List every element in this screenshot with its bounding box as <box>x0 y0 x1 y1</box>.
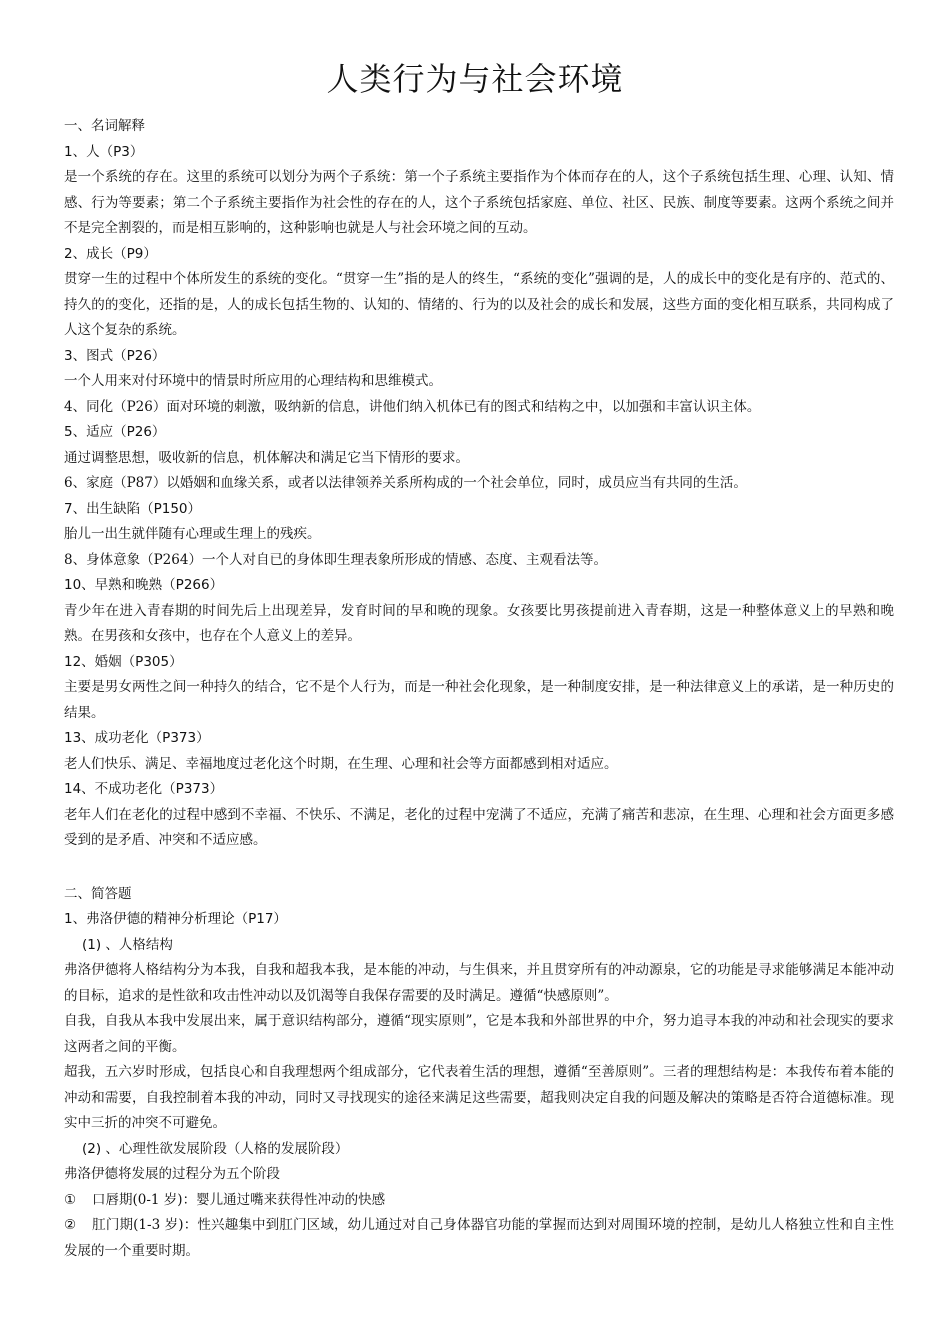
term-heading: 3、图式（P26） <box>64 347 166 364</box>
paragraph: 弗洛伊德将发展的过程分为五个阶段 <box>64 1166 280 1182</box>
term-definition: 是一个系统的存在。这里的系统可以划分为两个子系统：第一个子系统主要指作为个体而存在的人，这个子系统包括生理、心理、认知、情感、行为等要素；第二个子系统主要指作为社会性的存在的人，这个子系统包括家庭、单位、社区、民族、制度等要素。这两个系统之间并不是完全割裂的，而是相互影响的，这种影响也就是人与社会环境之间的互动。 <box>64 169 894 236</box>
term-heading: 2、成长（P9） <box>64 245 157 262</box>
term-heading: 1、人（P3） <box>64 143 144 160</box>
document-title: 人类行为与社会环境 <box>326 60 624 98</box>
subsection-heading: (2) 、心理性欲发展阶段（人格的发展阶段） <box>82 1140 349 1157</box>
stage-text: 口唇期(0-1 岁)：婴儿通过嘴来获得性冲动的快感 <box>92 1191 386 1208</box>
term-inline: 4、同化（P26）面对环境的刺激，吸纳新的信息，讲他们纳入机体已有的图式和结构之中，以加强和丰富认识主体。 <box>64 398 761 415</box>
term-heading: 5、适应（P26） <box>64 424 166 440</box>
section-heading: 二、简答题 <box>64 885 132 902</box>
stage-text: 肛门期(1-3 岁)：性兴趣集中到肛门区域，幼儿通过对自己身体器官功能的掌握而达到对周围环境的控制，是幼儿人格独立性和自主性发展的一个重要时期。 <box>64 1217 894 1259</box>
term-definition: 通过调整思想，吸收新的信息，机体解决和满足它当下情形的要求。 <box>64 449 469 466</box>
document-body <box>64 114 894 1264</box>
term-definition: 贯穿一生的过程中个体所发生的系统的变化。“贯穿一生”指的是人的终生，“系统的变化”强调的是，人的成长中的变化是有序的、范式的、持久的的变化，还指的是，人的成长包括生物的、认知的、情绪的、行为的以及社会的成长和发展，这些方面的变化相互联系，共同构成了人这个复杂的系统。 <box>64 271 894 338</box>
section-spacer <box>64 854 894 882</box>
term-heading: 10、早熟和晚熟（P266） <box>64 577 224 593</box>
term-definition: 胎儿一出生就伴随有心理或生理上的残疾。 <box>64 526 321 542</box>
question-heading: 1、弗洛伊德的精神分析理论（P17） <box>64 911 287 927</box>
term-inline: 6、家庭（P87）以婚姻和血缘关系，或者以法律领养关系所构成的一个社会单位，同时，成员应当有共同的生活。 <box>64 475 747 491</box>
paragraph: 弗洛伊德将人格结构分为本我，自我和超我本我，是本能的冲动，与生俱来，并且贯穿所有的冲动源泉，它的功能是寻求能够满足本能冲动的目标，追求的是性欲和攻击性冲动以及饥渴等自我保存需要的及时满足。遵循“快感原则”。 <box>64 962 894 1004</box>
term-inline: 8、身体意象（P264）一个人对自已的身体即生理表象所形成的情感、态度、主观看法等。 <box>64 551 607 568</box>
paragraph: 超我，五六岁时形成，包括良心和自我理想两个组成部分，它代表着生活的理想，遵循“至善原则”。三者的理想结构是：本我传布着本能的冲动和需要，自我控制着本我的冲动，同时又寻找现实的途径来满足这些需要，超我则决定自我的问题及解决的策略是否符合道德标准。现实中三折的冲突不可避免。 <box>64 1064 894 1131</box>
stage-item <box>64 1188 894 1214</box>
term-definition: 青少年在进入青春期的时间先后上出现差异，发育时间的早和晚的现象。女孩要比男孩提前进入青春期，这是一种整体意义上的早熟和晚熟。在男孩和女孩中，也存在个人意义上的差异。 <box>64 602 894 644</box>
term-heading: 13、成功老化（P373） <box>64 730 210 746</box>
paragraph: 自我，自我从本我中发展出来，属于意识结构部分，遵循“现实原则”，它是本我和外部世界的中介，努力追寻本我的冲动和社会现实的要求这两者之间的平衡。 <box>64 1013 894 1055</box>
term-heading: 7、出生缺陷（P150） <box>64 500 201 517</box>
term-definition: 一个人用来对付环境中的情景时所应用的心理结构和思维模式。 <box>64 373 442 389</box>
stage-marker: ② <box>64 1217 77 1233</box>
term-definition: 老年人们在老化的过程中感到不幸福、不快乐、不满足，老化的过程中宠满了不适应，充满了痛苦和悲凉，在生理、心理和社会方面更多感受到的是矛盾、冲突和不适应感。 <box>64 806 894 848</box>
term-definition: 主要是男女两性之间一种持久的结合，它不是个人行为，而是一种社会化现象，是一种制度安排，是一种法律意义上的承诺，是一种历史的结果。 <box>64 679 894 721</box>
section-heading: 一、名词解释 <box>64 118 145 134</box>
term-definition: 老人们快乐、满足、幸福地度过老化这个时期，在生理、心理和社会等方面都感到相对适应。 <box>64 755 618 772</box>
term-heading: 14、不成功老化（P373） <box>64 781 224 797</box>
subsection-heading: (1) 、人格结构 <box>82 936 173 953</box>
stage-marker: ① <box>64 1191 77 1208</box>
stage-item <box>64 1213 894 1264</box>
term-heading: 12、婚姻（P305） <box>64 653 183 670</box>
